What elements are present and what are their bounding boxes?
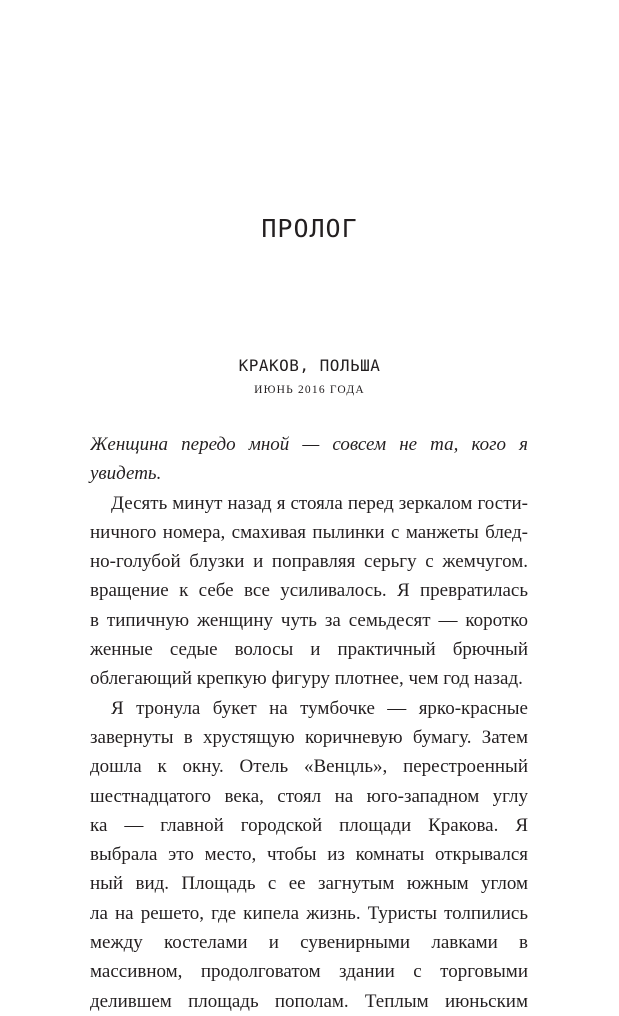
text-line: облегающий крепкую фигуру плотнее, чем год назад.	[90, 668, 523, 690]
text-line: ла на решето, где кипела жизнь. Туристы толпились	[90, 902, 528, 924]
text-line: женные седые волосы и практичный брючный	[90, 639, 528, 661]
text-line: выбрала это место, чтобы из комнаты открывался	[90, 844, 528, 866]
text-line: увидеть.	[90, 463, 162, 485]
text-line: ка — главной городской площади Кракова. Я	[90, 814, 528, 836]
text-line: но-голубой блузки и поправляя серьгу с жемчугом.	[90, 551, 528, 573]
text-line: Я тронула букет на тумбочке — ярко-красные	[111, 697, 528, 719]
text-line: между костелами и сувенирными лавками в	[90, 932, 528, 954]
text-line: вращение к себе все усиливалось. Я превратилась	[90, 580, 528, 602]
text-line: завернуты в хрустящую коричневую бумагу. Затем	[90, 726, 528, 748]
chapter-date: ИЮНЬ 2016 ГОДА	[254, 384, 365, 396]
text-line: ный вид. Площадь с ее загнутым южным углом	[90, 873, 528, 895]
text-line: шестнадцатого века, стоял на юго-западном углу	[90, 785, 528, 807]
text-line: делившем площадь пополам. Теплым июньским	[90, 990, 528, 1012]
chapter-location: КРАКОВ, ПОЛЬША	[238, 356, 381, 375]
text-line: Десять минут назад я стояла перед зеркалом гости-	[111, 492, 528, 514]
text-line: дошла к окну. Отель «Венцль», перестроенный	[90, 756, 528, 778]
text-line: ничного номера, смахивая пылинки с манжеты блед-	[90, 521, 528, 543]
chapter-title: ПРОЛОГ	[261, 214, 358, 243]
text-line: массивном, продолговатом здании с торговыми	[90, 961, 528, 983]
text-line: в типичную женщину чуть за семьдесят — коротко	[90, 609, 528, 631]
text-line: Женщина передо мной — совсем не та, кого я	[90, 434, 528, 455]
body-text	[90, 430, 528, 1016]
